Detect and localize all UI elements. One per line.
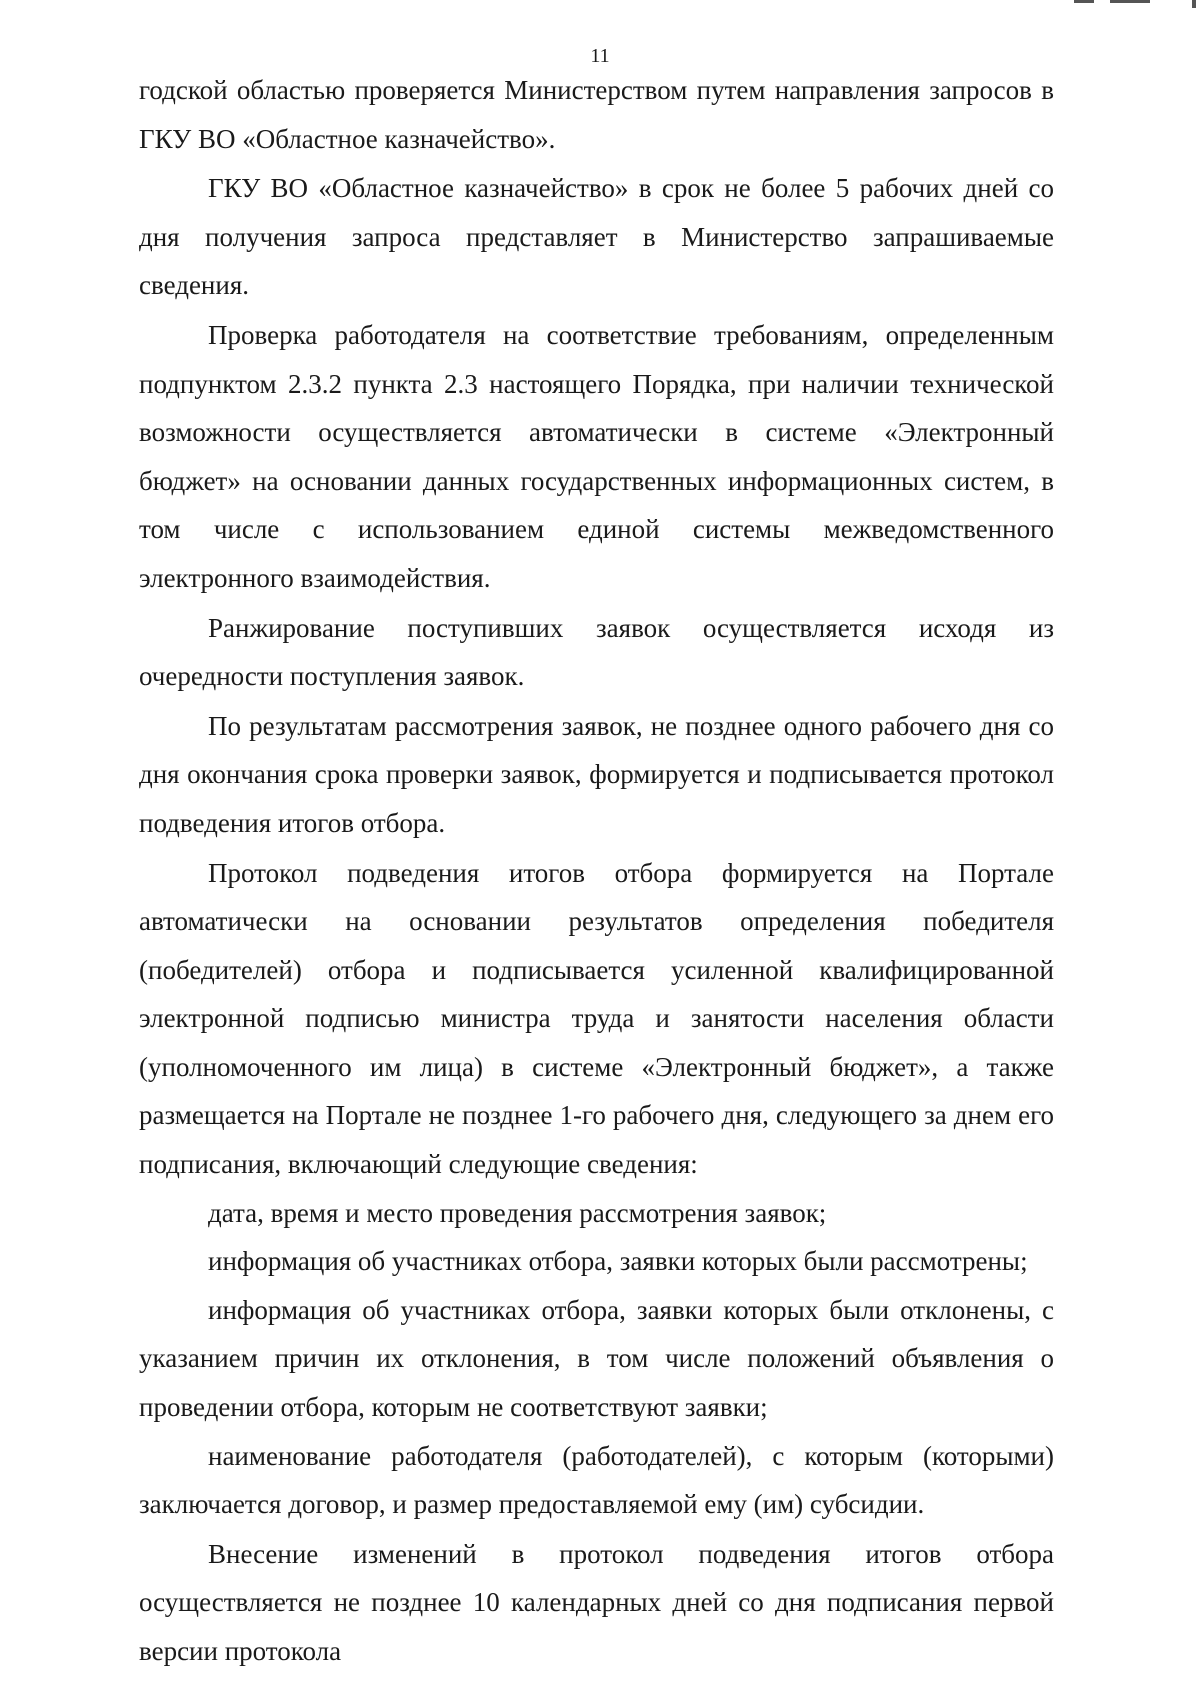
- document-body: [139, 66, 1054, 1676]
- paragraph-protocol-changes: Внесение изменений в протокол подведения итогов отбора осуществляется не позднее 10 календарных дней со дня подписания первой версии протокола: [139, 1538, 1054, 1666]
- list-item-date-time-place: дата, время и место проведения рассмотрения заявок;: [208, 1197, 827, 1228]
- paragraph-treasury-response: ГКУ ВО «Областное казначейство» в срок не более 5 рабочих дней со дня получения запроса представляет в Министерство запрашиваемые сведения.: [139, 173, 1054, 301]
- paragraph-continuation: годской областью проверяется Министерством путем направления запросов в ГКУ ВО «Областное казначейство».: [139, 75, 1054, 154]
- paragraph-ranking: Ранжирование поступивших заявок осуществляется исходя из очередности поступления заявок.: [139, 612, 1054, 692]
- paragraph-review-results: По результатам рассмотрения заявок, не позднее одного рабочего дня со дня окончания срока проверки заявок, формируется и подписывается протокол подведения итогов отбора.: [139, 710, 1054, 838]
- scan-edge-mark: [1070, 0, 1200, 8]
- list-item-employer-name: наименование работодателя (работодателей), с которым (которыми) заключается договор, и размер предоставляемой ему (им) субсидии.: [139, 1440, 1054, 1520]
- paragraph-protocol: Протокол подведения итогов отбора формируется на Портале автоматически на основании результатов определения победителя (победителей) отбора и подписывается усиленной квалифицированной электронной подписью министра труда и занятости населения области (уполномоченного им лица) в системе «Электронный бюджет», а также размещается на Портале не позднее 1-го рабочего дня, следующего за днем его подписания, включающий следующие сведения:: [139, 857, 1054, 1180]
- page-number: 11: [590, 45, 610, 67]
- list-item-rejected-participants: информация об участниках отбора, заявки которых были отклонены, с указанием причин их отклонения, в том числе положений объявления о проведении отбора, которым не соответствуют заявки;: [139, 1294, 1054, 1423]
- list-item-reviewed-participants: информация об участниках отбора, заявки которых были рассмотрены;: [208, 1246, 1028, 1277]
- paragraph-employer-check: Проверка работодателя на соответствие требованиям, определенным подпунктом 2.3.2 пункта 2.3 настоящего Порядка, при наличии технической возможности осуществляется автоматически в системе «Электронный бюджет» на основании данных государственных информационных систем, в том числе с использованием единой системы межведомственного электронного взаимодействия.: [139, 319, 1054, 593]
